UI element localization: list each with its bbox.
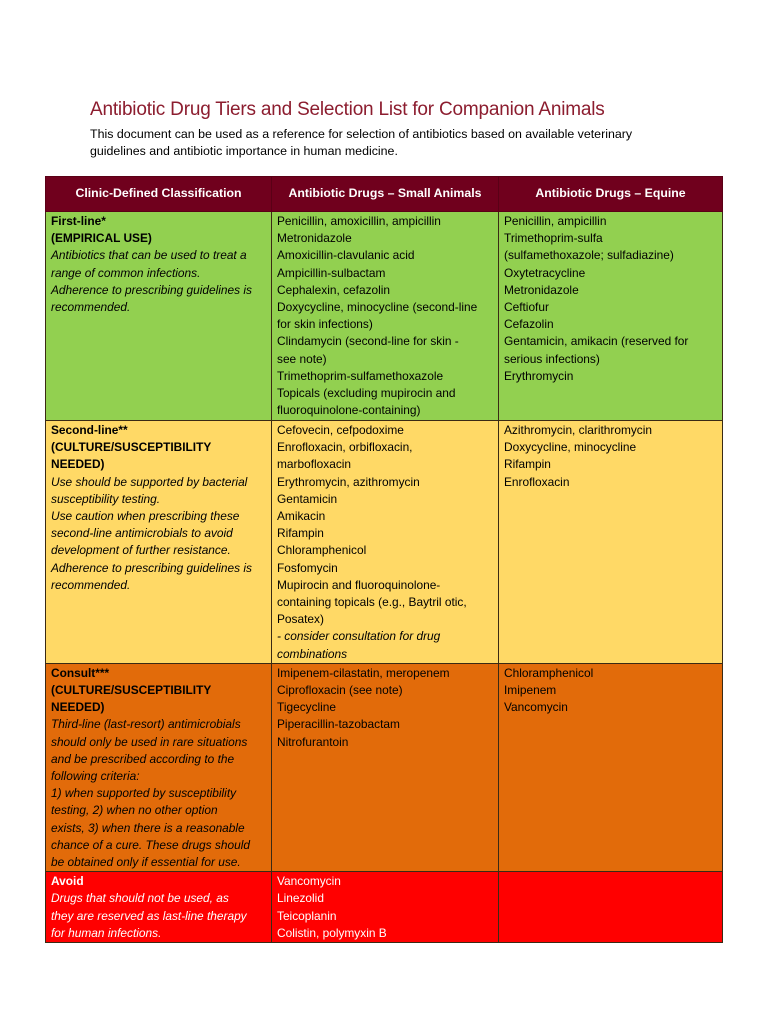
drug-line: Piperacillin-tazobactam [277, 717, 400, 732]
drug-line: marbofloxacin [277, 457, 352, 472]
small-animals-cell [272, 421, 499, 664]
small-animals-cell [272, 872, 499, 943]
small-animals-cell [272, 212, 499, 421]
drug-line: Penicillin, ampicillin [504, 214, 607, 228]
drug-line: Amoxicillin-clavulanic acid [277, 248, 415, 263]
tier-requirement: (CULTURE/SUSCEPTIBILITY NEEDED) [51, 440, 212, 472]
tier-description-line: following criteria: [51, 769, 140, 784]
table-row-second-line [46, 421, 723, 664]
drug-line: Cefovecin, cefpodoxime [277, 423, 404, 437]
drug-line: for skin infections) [277, 317, 373, 332]
table-row-avoid [46, 872, 723, 943]
drug-line: Gentamicin, amikacin (reserved for [504, 334, 689, 349]
tier-name: Second-line** [51, 423, 128, 437]
tier-description-line: second-line antimicrobials to avoid [51, 526, 233, 541]
drug-line: Chloramphenicol [277, 543, 367, 558]
tier-name: Avoid [51, 874, 84, 889]
drug-line: Mupirocin and fluoroquinolone- [277, 577, 441, 592]
tier-description-line: Use should be supported by bacterial [51, 474, 248, 489]
drug-line: Metronidazole [504, 282, 579, 297]
drug-line: see note) [277, 351, 327, 366]
drug-line: Teicoplanin [277, 908, 337, 923]
drug-line: containing topicals (e.g., Baytril otic, [277, 595, 467, 610]
tier-description-line: Adherence to prescribing guidelines is [51, 282, 252, 297]
drug-line: Fosfomycin [277, 560, 338, 575]
drug-line: Oxytetracycline [504, 265, 586, 280]
equine-cell [499, 421, 723, 664]
tier-description-line: for human infections. [51, 925, 162, 940]
drug-line: Amikacin [277, 509, 326, 524]
table-row-first-line [46, 212, 723, 421]
drug-line: Tigecycline [277, 700, 337, 715]
tier-description-line: development of further resistance. [51, 543, 231, 558]
intro-paragraph [90, 126, 690, 160]
tier-description-line: chance of a cure. These drugs should [51, 837, 250, 852]
drug-line: Penicillin, amoxicillin, ampicillin [277, 214, 441, 228]
tier-description-line: exists, 3) when there is a reasonable [51, 820, 245, 835]
drug-line: Rifampin [504, 457, 551, 472]
drug-line: Azithromycin, clarithromycin [504, 423, 653, 437]
antibiotic-tier-table [45, 176, 723, 943]
drug-line: Vancomycin [504, 700, 568, 715]
drug-line: serious infections) [504, 351, 600, 366]
drug-line: Metronidazole [277, 231, 352, 246]
equine-cell [499, 872, 723, 943]
classification-cell [46, 872, 272, 943]
tier-requirement: (CULTURE/SUSCEPTIBILITY NEEDED) [51, 683, 212, 715]
tier-name: Consult*** [51, 665, 110, 680]
header-classification: Clinic-Defined Classification [46, 177, 272, 212]
drug-line: Trimethoprim-sulfa [504, 231, 603, 246]
tier-description-line: and be prescribed according to the [51, 751, 235, 766]
tier-description-line: testing, 2) when no other option [51, 803, 218, 818]
equine-cell [499, 663, 723, 871]
drug-note-line: combinations [277, 646, 348, 661]
drug-line: Enrofloxacin, orbifloxacin, [277, 440, 413, 455]
drug-line: Posatex) [277, 612, 324, 627]
tier-description-line: 1) when supported by susceptibility [51, 786, 237, 801]
drug-line: fluoroquinolone-containing) [277, 403, 421, 418]
drug-line: Gentamicin [277, 491, 338, 506]
tier-description-line: they are reserved as last-line therapy [51, 908, 247, 923]
drug-line: Imipenem [504, 683, 557, 698]
drug-line: Colistin, polymyxin B [277, 925, 387, 940]
intro-line: This document can be used as a reference for selection of antibiotics based on available veterinary [90, 127, 633, 141]
tier-description-line: Third-line (last-resort) antimicrobials [51, 717, 241, 732]
drug-line: Erythromycin [504, 368, 574, 383]
drug-line: Cephalexin, cefazolin [277, 282, 391, 297]
drug-line: Ceftiofur [504, 300, 549, 315]
classification-cell [46, 212, 272, 421]
drug-note-line: - consider consultation for drug [277, 629, 441, 644]
drug-line: Nitrofurantoin [277, 734, 349, 749]
drug-line: Imipenem-cilastatin, meropenem [277, 665, 450, 680]
drug-line: Erythromycin, azithromycin [277, 474, 420, 489]
tier-description-line: should only be used in rare situations [51, 734, 248, 749]
drug-line: Vancomycin [277, 874, 341, 889]
tier-description-line: recommended. [51, 577, 131, 592]
tier-description-line: Adherence to prescribing guidelines is [51, 560, 252, 575]
tier-description-line: Drugs that should not be used, as [51, 891, 229, 906]
tier-description-line: susceptibility testing. [51, 491, 161, 506]
drug-line: Doxycycline, minocycline [504, 440, 637, 455]
table-row-consult [46, 663, 723, 871]
header-small-animals: Antibiotic Drugs – Small Animals [272, 177, 499, 212]
equine-cell [499, 212, 723, 421]
table-header-row [46, 177, 723, 212]
drug-line: Ampicillin-sulbactam [277, 265, 386, 280]
tier-requirement: (EMPIRICAL USE) [51, 231, 152, 246]
header-equine: Antibiotic Drugs – Equine [499, 177, 723, 212]
drug-line: Trimethoprim-sulfamethoxazole [277, 368, 444, 383]
tier-description-line: be obtained only if essential for use. [51, 855, 241, 870]
drug-line: Ciprofloxacin (see note) [277, 683, 403, 698]
drug-line: Clindamycin (second-line for skin - [277, 334, 459, 349]
tier-name: First-line* [51, 214, 106, 228]
drug-line: (sulfamethoxazole; sulfadiazine) [504, 248, 674, 263]
tier-description-line: recommended. [51, 300, 131, 315]
tier-description-line: Antibiotics that can be used to treat a [51, 248, 247, 263]
drug-line: Doxycycline, minocycline (second-line [277, 300, 478, 315]
drug-line: Topicals (excluding mupirocin and [277, 386, 456, 401]
tier-description-line: range of common infections. [51, 265, 201, 280]
small-animals-cell [272, 663, 499, 871]
classification-cell [46, 421, 272, 664]
tier-description-line: Use caution when prescribing these [51, 509, 240, 524]
drug-line: Linezolid [277, 891, 324, 906]
drug-line: Chloramphenicol [504, 665, 594, 680]
drug-line: Rifampin [277, 526, 324, 541]
intro-line: guidelines and antibiotic importance in human medicine. [90, 144, 398, 158]
classification-cell [46, 663, 272, 871]
drug-line: Cefazolin [504, 317, 554, 332]
document-title: Antibiotic Drug Tiers and Selection List for Companion Animals [90, 99, 605, 120]
drug-line: Enrofloxacin [504, 474, 570, 489]
